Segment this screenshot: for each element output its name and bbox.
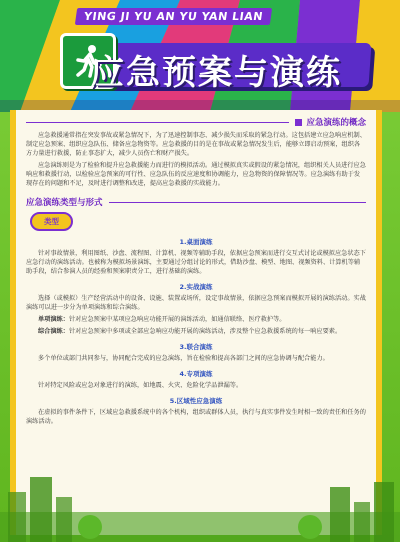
concept-paragraph-2: 应急演练则是为了检验和提升应急救援能力而进行的模拟活动。通过模拟真实或假设的紧急情况，组织相关人员进行应急响应和救援行动，以检验应急预案的可行性、应急队伍的反应速度和协调能力，应急物资的保障情况等。应急演练有助于发现存在的问题和不足，及时进行调整和改进，提高应急救援的实战能力。 xyxy=(26,162,366,187)
square-bullet-icon xyxy=(295,119,302,126)
type-subitem xyxy=(26,327,366,336)
type-text: 多个单位或部门共同参与，协同配合完成的应急演练，旨在检验和提高各部门之间的应急协调与配合能力。 xyxy=(38,355,329,362)
type-title: 4.专项演练 xyxy=(179,370,213,378)
type-text: 选择（或模拟）生产经营活动中的设备、设施、装置或场所，设定事故情景，依据应急预案而模拟开展的演练活动。实战演练可以进一步分为单项演练和综合演练。 xyxy=(26,295,366,311)
header-banner xyxy=(0,0,400,112)
subitem-text: 针对应急预案中多项或全部应急响应功能开展的演练活动，涉及整个应急救援系统的每一响应要素。 xyxy=(68,328,342,335)
section-heading-concept xyxy=(26,116,366,128)
type-text: 针对事故情景，利用图纸、沙盘、流程图、计算机、视频等辅助手段，依据应急预案而进行交互式讨论或模拟应急状态下应急行动的演练活动。也被称为模拟场景演练，主要通过分组讨论的形式，借助沙盘、模型、地图、视频资料、计算机等辅助手段，结合参演人员的经验和预案职责分工，进行基础的演练。 xyxy=(26,250,366,275)
pinyin-label: YING JI YU AN YU YAN LIAN xyxy=(75,8,272,25)
type-text: 在虚拟的事件条件下，区域应急救援系统中的各个机构，组织或群体人员，执行与真实事件发生时相一致的责任和任务的演练活动。 xyxy=(26,409,366,425)
page-title: 应急预案与演练 xyxy=(90,53,342,93)
type-tag: 类型 xyxy=(30,212,73,231)
subitem-label: 综合演练： xyxy=(38,328,69,335)
content-inner xyxy=(26,114,366,429)
type-text: 针对特定风险或应急对象进行的演练，如地震、火灾、危险化学品泄漏等。 xyxy=(38,382,243,389)
concept-paragraph-1: 应急救援通常指在突发事故或紧急情况下，为了迅速控制事态、减少损失而采取的紧急行动。这包括建立应急响应机制、制定应急预案、组织应急队伍、储备应急物资等。应急救援的目的是在事故或紧急情况发生后，能够立即启动预案，组织各方力量进行救援，防止事态扩大，减少人员伤亡和财产损失。 xyxy=(26,132,366,157)
divider-line xyxy=(26,122,289,123)
section-heading-types xyxy=(26,196,366,208)
type-title: 1.桌面演练 xyxy=(179,238,213,246)
type-title: 5.区域性应急演练 xyxy=(169,397,223,405)
type-subitem xyxy=(26,315,366,324)
section-title: 应急演练类型与形式 xyxy=(26,198,103,208)
divider-line xyxy=(109,202,366,203)
subitem-text: 针对应急预案中某项应急响应功能开展的演练活动，如通信联络、医疗救护等。 xyxy=(68,316,286,323)
title-block xyxy=(30,33,380,93)
subitem-label: 单项演练： xyxy=(38,316,69,323)
section-title: 应急演练的概念 xyxy=(306,118,366,128)
city-skyline-illustration xyxy=(0,472,400,542)
type-title: 2.实战演练 xyxy=(179,283,213,291)
type-title: 3.联合演练 xyxy=(179,343,213,351)
